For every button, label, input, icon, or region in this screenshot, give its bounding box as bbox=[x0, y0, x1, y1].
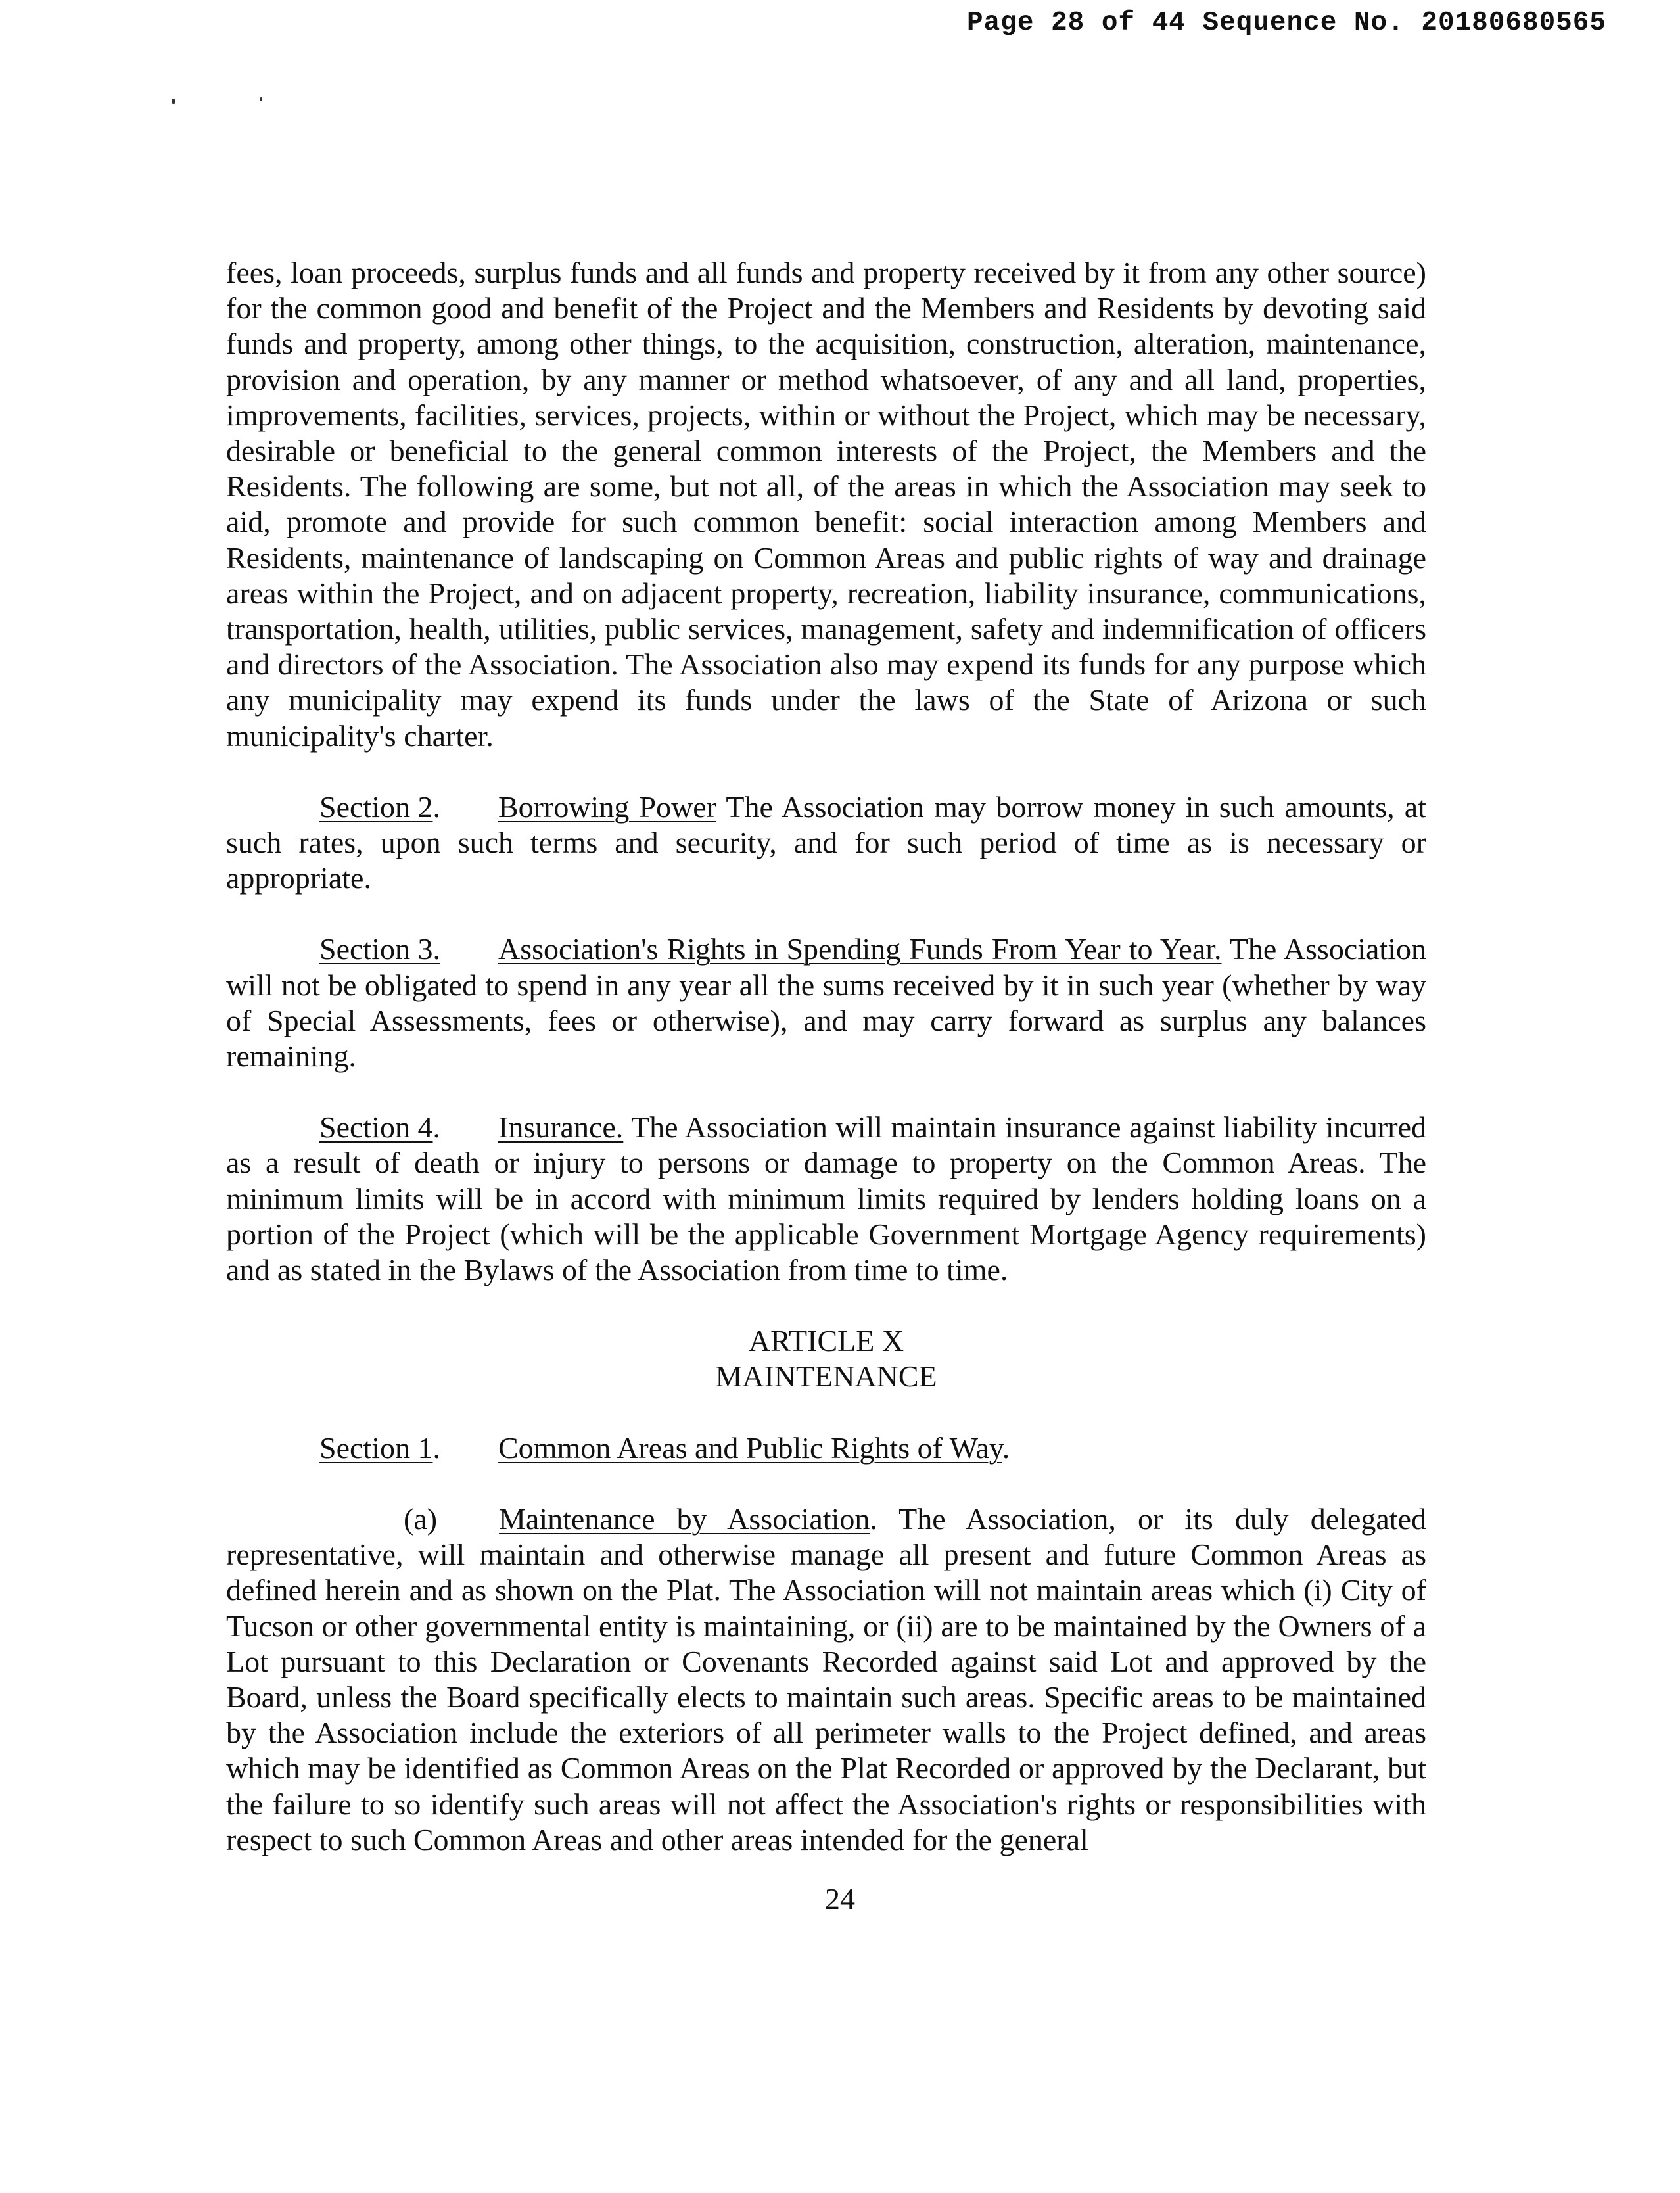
section-3-title: Association's Rights in Spending Funds From Year to Year. bbox=[498, 932, 1222, 966]
section-4-label: Section 4 bbox=[319, 1110, 433, 1144]
section-4-paragraph bbox=[226, 1110, 1426, 1288]
article-number: ARTICLE X bbox=[748, 1324, 904, 1358]
subsection-a-paragraph bbox=[226, 1501, 1426, 1858]
paragraph-continuation: fees, loan proceeds, surplus funds and all funds and property received by it from any other source) for the common good and benefit of the Project and the Members and Residents by devoting said funds and property, among other things, to the acquisition, construction, alteration, maintenance, provision and operation, by any manner or method whatsoever, of any and all land, properties, improvements, facilities, services, projects, within or without the Project, which may be necessary, desirable or beneficial to the general common interests of the Project, the Members and the Residents. The following are some, but not all, of the areas in which the Association may seek to aid, promote and provide for such common benefit: social interaction among Members and Residents, maintenance of landscaping on Common Areas and public rights of way and drainage areas within the Project, and on adjacent property, recreation, liability insurance, communications, transportation, health, utilities, public services, management, safety and indemnification of officers and directors of the Association. The Association also may expend its funds for any purpose which any municipality may expend its funds under the laws of the State of Arizona or such municipality's charter. bbox=[226, 256, 1426, 753]
section-1-label: Section 1 bbox=[319, 1430, 433, 1465]
section-3-text: The Association will not be obligated to spend in any year all the sums received by it in such year (whether by way of Special Assessments, fees or otherwise), and may carry forward as surplus any balances remaining. bbox=[226, 932, 1426, 1073]
section-1-title-period: . bbox=[1002, 1430, 1010, 1465]
section-2-label: Section 2 bbox=[319, 790, 433, 824]
article-heading bbox=[226, 1323, 1426, 1394]
section-2-text: The Association may borrow money in such amounts, at such rates, upon such terms and security, and for such period of time as is necessary or appropriate. bbox=[226, 790, 1426, 895]
section-4-label-period: . bbox=[432, 1110, 440, 1144]
section-4-title: Insurance. bbox=[498, 1110, 624, 1144]
section-2-label-wrap bbox=[319, 790, 498, 825]
section-1-label-period: . bbox=[432, 1430, 440, 1465]
subsection-a-title: Maintenance by Association bbox=[499, 1501, 870, 1536]
article-title: MAINTENANCE bbox=[715, 1359, 937, 1394]
scan-speck bbox=[172, 99, 175, 104]
page-header: Page 28 of 44 Sequence No. 20180680565 bbox=[967, 8, 1606, 38]
section-4-label-wrap bbox=[319, 1110, 498, 1145]
section-1-heading bbox=[226, 1430, 1426, 1466]
section-3-label: Section 3. bbox=[319, 932, 440, 966]
section-4-text: The Association will maintain insurance against liability incurred as a result of death or injury to persons or damage to property on the Common Areas. The minimum limits will be in accord with minimum limits required by lenders holding loans on a portion of the Project (which will be the applicable Government Mortgage Agency requirements) and as stated in the Bylaws of the Association from time to time. bbox=[226, 1110, 1426, 1287]
section-2-paragraph bbox=[226, 790, 1426, 897]
scan-speck bbox=[260, 97, 262, 101]
section-3-paragraph bbox=[226, 931, 1426, 1074]
page-number: 24 bbox=[825, 1882, 855, 1916]
section-1-label-wrap bbox=[319, 1430, 498, 1466]
subsection-a-marker: (a) bbox=[404, 1501, 438, 1536]
section-1-title: Common Areas and Public Rights of Way bbox=[498, 1430, 1002, 1465]
section-2-title: Borrowing Power bbox=[498, 790, 717, 824]
subsection-a-text: . The Association, or its duly delegated representative, will maintain and otherwise manage all present and future Common Areas as defined herein and as shown on the Plat. The Association will not maintain areas which (i) City of Tucson or other governmental entity is maintaining, or (ii) are to be maintained by the Owners of a Lot pursuant to this Declaration or Covenants Recorded against said Lot and approved by the Board, unless the Board specifically elects to maintain such areas. Specific areas to be maintained by the Association include the exteriors of all perimeter walls to the Project defined, and areas which may be identified as Common Areas on the Plat Recorded or approved by the Declarant, but the failure to so identify such areas will not affect the Association's rights or responsibilities with respect to such Common Areas and other areas intended for the general bbox=[226, 1501, 1426, 1856]
section-3-label-wrap bbox=[319, 931, 498, 967]
document-body bbox=[226, 255, 1426, 1858]
section-2-label-period: . bbox=[432, 790, 440, 824]
